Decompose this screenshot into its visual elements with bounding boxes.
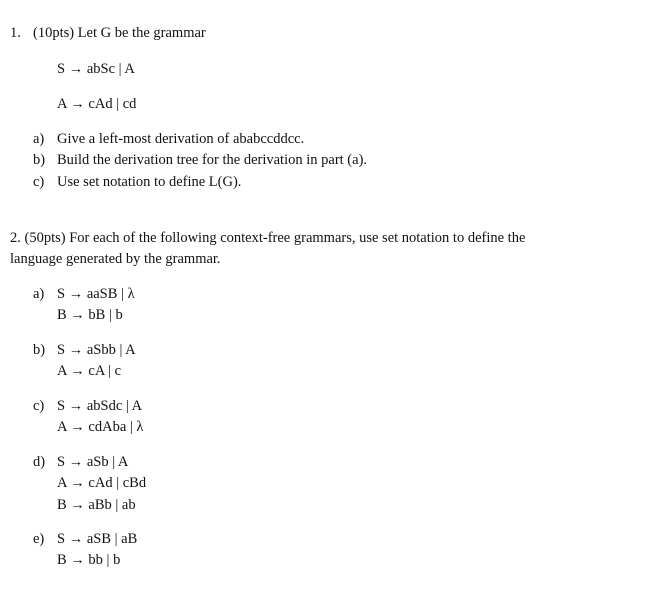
q2-rule: B → aBb | ab xyxy=(57,497,136,513)
q1-part-label: c) xyxy=(33,174,45,190)
q2-prompt-line: 2. (50pts) For each of the following context-free grammars, use set notation to define the xyxy=(10,230,526,246)
q2-rule: S → aaSB | λ xyxy=(57,286,135,302)
q2-rule: A → cdAba | λ xyxy=(57,419,144,435)
q2-rule: S → aSb | A xyxy=(57,454,129,470)
q1-part-text: Use set notation to define L(G). xyxy=(57,174,242,190)
q2-rule: S → abSdc | A xyxy=(57,398,143,414)
q2-rule: B → bb | b xyxy=(57,552,121,568)
q2-rule: B → bB | b xyxy=(57,307,123,323)
q1-number: 1. xyxy=(10,25,21,41)
q1-part-text: Give a left-most derivation of ababccddcc. xyxy=(57,131,305,147)
q1-part-label: a) xyxy=(33,131,45,147)
q2-part-label: a) xyxy=(33,286,45,302)
q1-rule: A → cAd | cd xyxy=(57,96,137,112)
q2-part-label: d) xyxy=(33,454,46,470)
q2-rule: A → cA | c xyxy=(57,363,122,379)
q1-rule: S → abSc | A xyxy=(57,61,135,77)
q1-prompt: (10pts) Let G be the grammar xyxy=(33,25,206,41)
q1-part-label: b) xyxy=(33,152,46,168)
q2-part-label: b) xyxy=(33,342,46,358)
q2-part-label: c) xyxy=(33,398,45,414)
q2-rule: S → aSB | aB xyxy=(57,531,138,547)
q2-prompt-line: language generated by the grammar. xyxy=(10,251,221,267)
q1-part-text: Build the derivation tree for the derivation in part (a). xyxy=(57,152,368,168)
q2-part-label: e) xyxy=(33,531,45,547)
q2-rule: A → cAd | cBd xyxy=(57,475,147,491)
q2-rule: S → aSbb | A xyxy=(57,342,136,358)
